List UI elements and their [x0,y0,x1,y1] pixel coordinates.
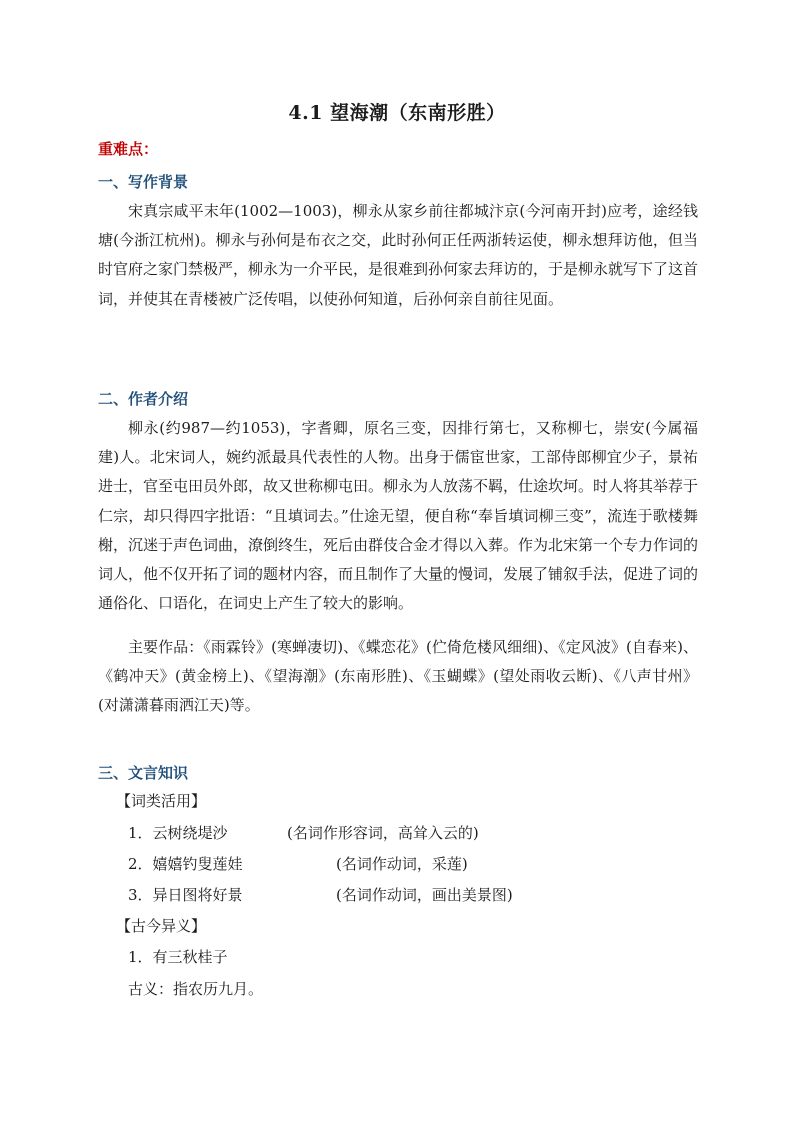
section-heading-author: 二、作者介绍 [98,390,189,408]
section-heading-background: 一、写作背景 [98,173,189,191]
background-paragraph: 宋真宗咸平末年(1002—1003)，柳永从家乡前往都城汴京(今河南开封)应考，途经钱塘(今浙江杭州)。柳永与孙何是布衣之交，此时孙何正任两浙转运使，柳永想拜访他，但当时官府之家门禁极严，柳永为一介平民，是很难到孙何家去拜访的，于是柳永就写下了这首词，并使其在青楼被广泛传唱，以使孙何知道，后孙何亲自前往见面。 [98,202,699,308]
works-paragraph: 主要作品：《雨霖铃》(寒蝉凄切)、《蝶恋花》(伫倚危楼风细细)、《定风波》(自春来)、《鹤冲天》(黄金榜上)、《望海潮》(东南形胜)、《玉蝴蝶》(望处雨收云断)、《八声甘州》(对潇潇暮雨洒江天)等。 [98,638,698,715]
subheading-ancient-modern: 【古今异义】 [116,917,207,935]
subheading-word-class: 【词类活用】 [116,792,207,810]
example-item-note: (名词作形容词，高耸入云的) [287,824,479,842]
example-item-text: 2．嬉嬉钓叟莲娃 [128,855,243,873]
section-heading-classical: 三、文言知识 [98,764,189,782]
page-title: 4.1 望海潮（东南形胜） [288,102,506,124]
gujin-item: 1．有三秋桂子 [128,948,228,966]
example-item-text: 3．异日图将好景 [128,886,243,904]
example-item-note: (名词作动词，画出美景图) [336,886,513,904]
gujin-ancient-meaning: 古义：指农历九月。 [128,980,264,998]
author-paragraph: 柳永(约987—约1053)，字耆卿，原名三变，因排行第七，又称柳七，崇安(今属福建)人。北宋词人，婉约派最具代表性的人物。出身于儒宦世家，工部侍郎柳宜少子，景祐进士，官至屯田员外郎，故又世称柳屯田。柳永为人放荡不羁，仕途坎坷。时人将其举荐于仁宗，却只得四字批语：“且填词去。”仕途无望，便自称“奉旨填词柳三变”，流连于歌楼舞榭，沉迷于声色词曲，潦倒终生，死后由群伎合金才得以入葬。作为北宋第一个专力作词的词人，他不仅开拓了词的题材内容，而且制作了大量的慢词，发展了铺叙手法，促进了词的通俗化、口语化，在词史上产生了较大的影响。 [98,419,699,613]
key-points-label: 重难点： [98,140,159,158]
example-item-note: (名词作动词，采莲) [336,855,468,873]
example-item-text: 1．云树绕堤沙 [128,824,228,842]
